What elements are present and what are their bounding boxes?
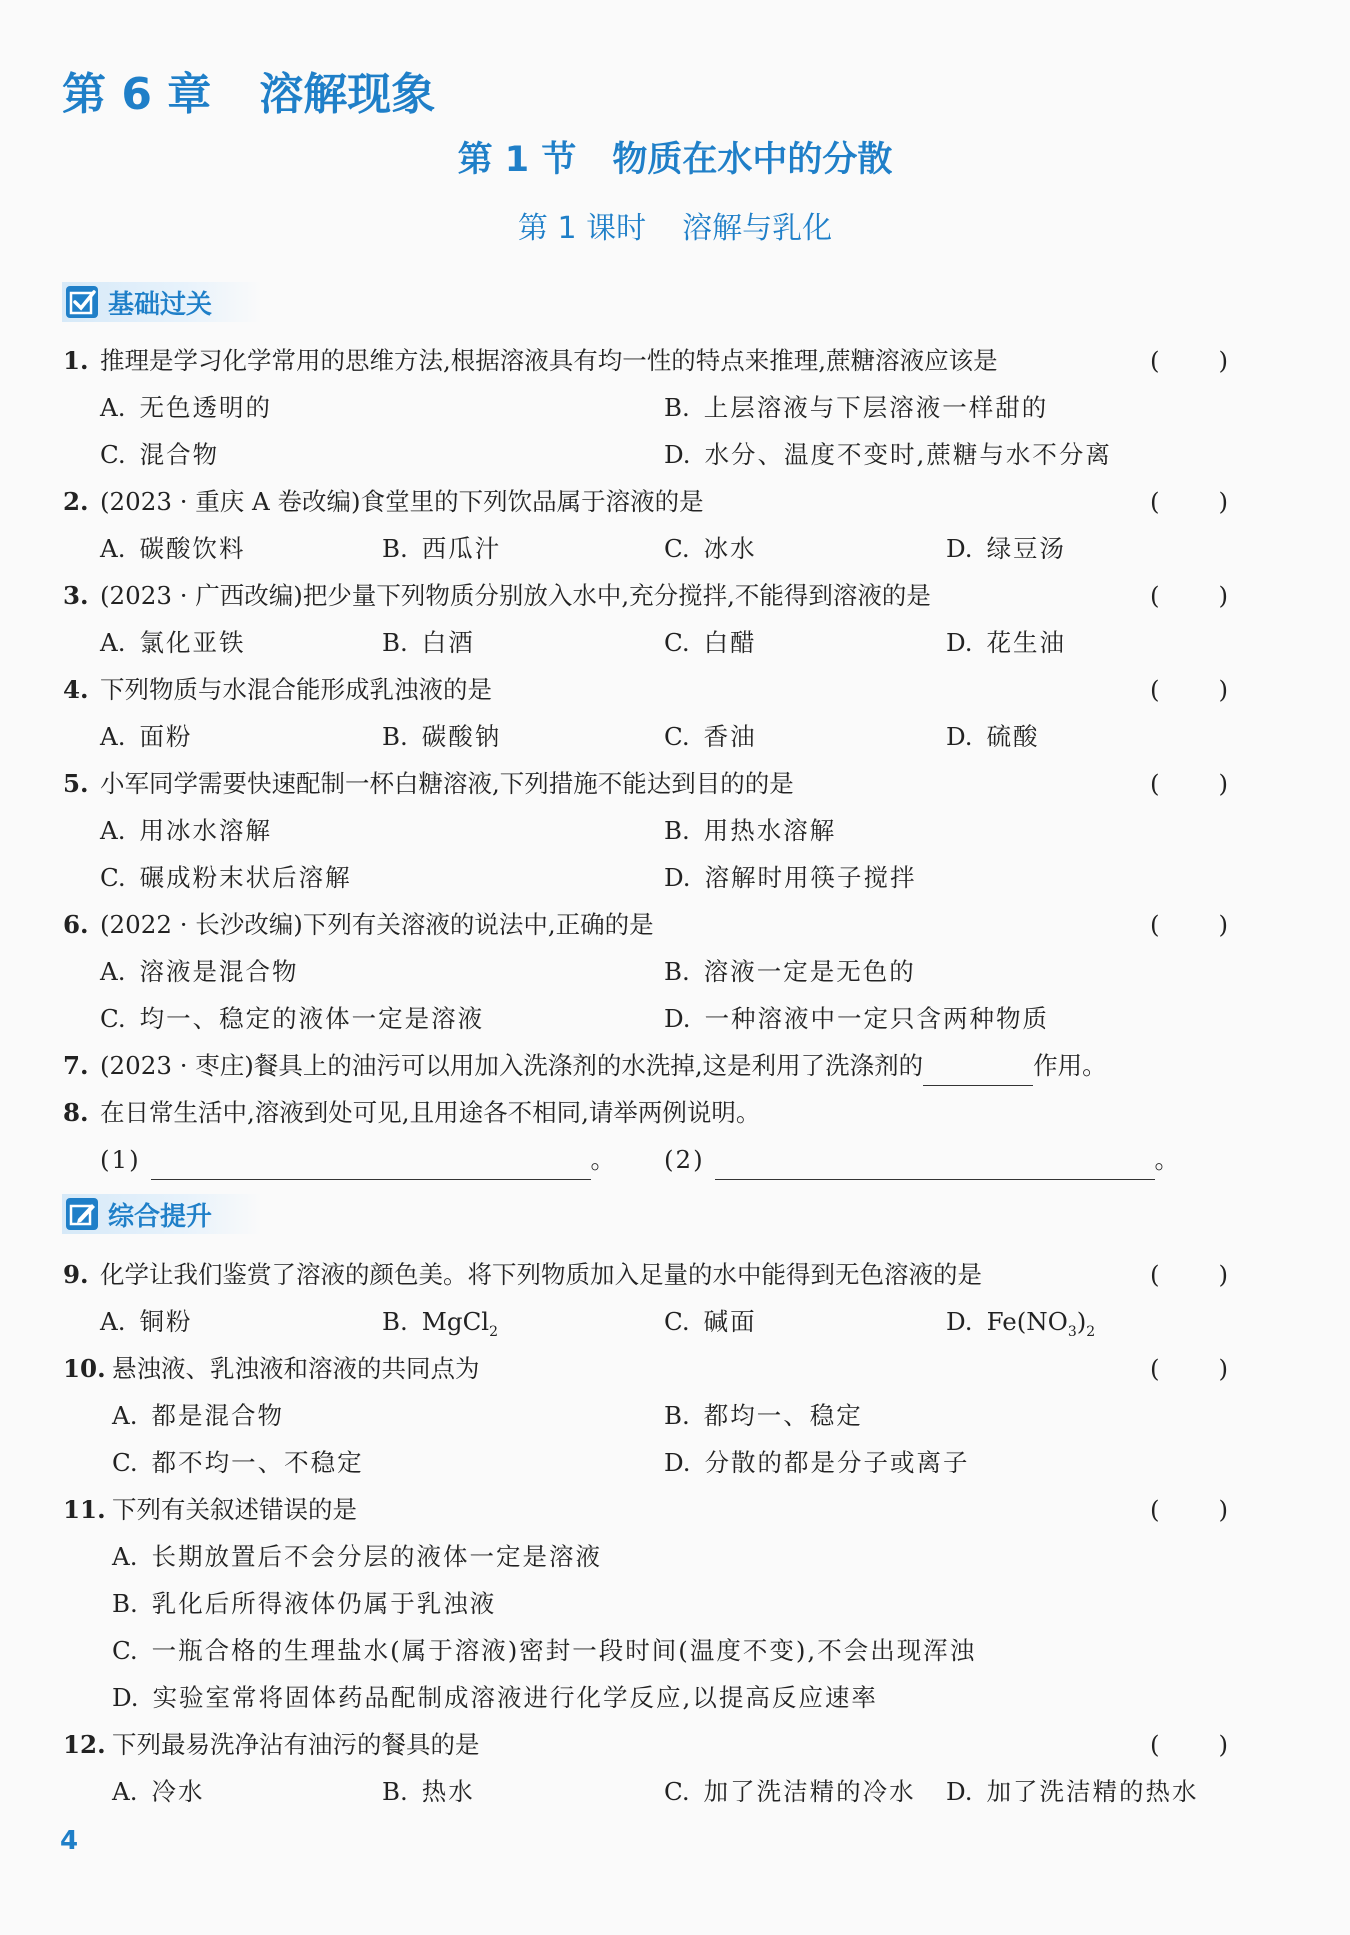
banner-advanced-label: 综合提升 bbox=[108, 1201, 213, 1232]
question-1-options-row2 bbox=[0, 435, 1350, 475]
option-b[interactable]: B. 都均一、稳定 bbox=[664, 1401, 863, 1430]
option-a[interactable]: A. 铜粉 bbox=[100, 1307, 193, 1336]
question-stem: (2023 · 重庆 A 卷改编)食堂里的下列饮品属于溶液的是 bbox=[100, 487, 704, 516]
option-b[interactable]: B. MgCl$_2$ bbox=[382, 1307, 499, 1340]
question-1: 1. 推理是学习化学常用的思维方法,根据溶液具有均一性的特点来推理,蔗糖溶液应该是 ( ) bbox=[0, 341, 1350, 381]
option-c[interactable]: C. 均一、稳定的液体一定是溶液 bbox=[100, 1004, 485, 1033]
question-9-options bbox=[0, 1302, 1350, 1342]
section-heading bbox=[0, 132, 1350, 182]
lesson-heading bbox=[0, 203, 1350, 247]
option-a[interactable]: A. 都是混合物 bbox=[112, 1401, 284, 1430]
option-b[interactable]: B. 碳酸钠 bbox=[382, 722, 502, 751]
option-c[interactable]: C. 一瓶合格的生理盐水(属于溶液)密封一段时间(温度不变),不会出现浑浊 bbox=[112, 1636, 977, 1665]
question-stem: 小军同学需要快速配制一杯白糖溶液,下列措施不能达到目的的是 bbox=[100, 769, 794, 798]
question-2: 2. (2023 · 重庆 A 卷改编)食堂里的下列饮品属于溶液的是 ( ) bbox=[0, 482, 1350, 522]
question-8 bbox=[0, 1093, 1350, 1133]
option-a[interactable]: A. 用冰水溶解 bbox=[100, 816, 272, 845]
option-c[interactable]: C. 混合物 bbox=[100, 440, 220, 469]
fill-blank[interactable] bbox=[151, 1149, 591, 1180]
chapter-heading bbox=[62, 58, 435, 122]
pencil-icon bbox=[66, 1198, 98, 1230]
question-number: 9. bbox=[63, 1260, 89, 1289]
option-a[interactable]: A. 氯化亚铁 bbox=[100, 628, 246, 657]
question-stem: 化学让我们鉴赏了溶液的颜色美。将下列物质加入足量的水中能得到无色溶液的是 bbox=[100, 1260, 982, 1289]
question-number: 2. bbox=[63, 487, 89, 516]
option-d[interactable]: D. 实验室常将固体药品配制成溶液进行化学反应,以提高反应速率 bbox=[112, 1683, 878, 1712]
lesson-number: 第 1 课时 bbox=[517, 211, 647, 246]
option-c[interactable]: C. 香油 bbox=[664, 722, 757, 751]
option-d[interactable]: D. 水分、温度不变时,蔗糖与水不分离 bbox=[664, 440, 1112, 469]
banner-basic-label: 基础过关 bbox=[108, 289, 213, 320]
question-number: 6. bbox=[63, 910, 89, 939]
option-c[interactable]: C. 加了洗洁精的冷水 bbox=[664, 1777, 916, 1806]
question-6-options-row2 bbox=[0, 999, 1350, 1039]
question-7 bbox=[0, 1046, 1350, 1086]
question-stem: 下列最易洗净沾有油污的餐具的是 bbox=[112, 1730, 480, 1759]
chapter-number: 第 6 章 bbox=[62, 69, 212, 120]
option-b[interactable]: B. 用热水溶解 bbox=[664, 816, 837, 845]
question-number: 11. bbox=[63, 1495, 106, 1524]
option-a[interactable]: A. 溶液是混合物 bbox=[100, 957, 299, 986]
option-d[interactable]: D. 溶解时用筷子搅拌 bbox=[664, 863, 917, 892]
question-3: 3. (2023 · 广西改编)把少量下列物质分别放入水中,充分搅拌,不能得到溶液的是 ( ) bbox=[0, 576, 1350, 616]
question-number: 8. bbox=[63, 1098, 89, 1127]
section-number: 第 1 节 bbox=[457, 140, 577, 180]
option-d[interactable]: D. 一种溶液中一定只含两种物质 bbox=[664, 1004, 1050, 1033]
question-10-options-row2 bbox=[0, 1443, 1350, 1483]
option-b[interactable]: B. 热水 bbox=[382, 1777, 475, 1806]
question-12-options bbox=[0, 1772, 1350, 1812]
option-a[interactable]: A. 冷水 bbox=[112, 1777, 205, 1806]
question-stem: (2023 · 广西改编)把少量下列物质分别放入水中,充分搅拌,不能得到溶液的是 bbox=[100, 581, 931, 610]
question-4-options bbox=[0, 717, 1350, 757]
question-5-options-row2 bbox=[0, 858, 1350, 898]
question-stem: 下列物质与水混合能形成乳浊液的是 bbox=[100, 675, 492, 704]
banner-advanced bbox=[62, 1194, 262, 1234]
question-10-options-row1 bbox=[0, 1396, 1350, 1436]
question-6: 6. (2022 · 长沙改编)下列有关溶液的说法中,正确的是 ( ) bbox=[0, 905, 1350, 945]
option-b[interactable]: B. 白酒 bbox=[382, 628, 475, 657]
question-9: 9. 化学让我们鉴赏了溶液的颜色美。将下列物质加入足量的水中能得到无色溶液的是 ( ) bbox=[0, 1255, 1350, 1295]
question-12: 12. 下列最易洗净沾有油污的餐具的是 ( ) bbox=[0, 1725, 1350, 1765]
option-d[interactable]: D. 绿豆汤 bbox=[946, 534, 1067, 563]
section-title: 物质在水中的分散 bbox=[612, 140, 893, 180]
option-b[interactable]: B. 上层溶液与下层溶液一样甜的 bbox=[664, 393, 1049, 422]
option-d[interactable]: D. 硫酸 bbox=[946, 722, 1040, 751]
option-d[interactable]: D. $Fe(NO_3)_2$ bbox=[946, 1307, 1096, 1340]
checkbox-icon bbox=[66, 286, 98, 318]
question-11-option-c bbox=[0, 1631, 1350, 1671]
chapter-title: 溶解现象 bbox=[259, 69, 436, 120]
option-c[interactable]: C. 都不均一、不稳定 bbox=[112, 1448, 364, 1477]
option-b[interactable]: B. 乳化后所得液体仍属于乳浊液 bbox=[112, 1589, 497, 1618]
question-number: 4. bbox=[63, 675, 89, 704]
lesson-title: 溶解与乳化 bbox=[682, 211, 833, 246]
question-stem: (2023 · 枣庄)餐具上的油污可以用加入洗涤剂的水洗掉,这是利用了洗涤剂的 作用。 bbox=[100, 1046, 1107, 1086]
question-stem: 在日常生活中,溶液到处可见,且用途各不相同,请举两例说明。 bbox=[100, 1098, 761, 1127]
question-11: 11. 下列有关叙述错误的是 ( ) bbox=[0, 1490, 1350, 1530]
option-a[interactable]: A. 碳酸饮料 bbox=[100, 534, 246, 563]
option-c[interactable]: C. 碾成粉末状后溶解 bbox=[100, 863, 352, 892]
option-b[interactable]: B. 西瓜汁 bbox=[382, 534, 502, 563]
question-2-options bbox=[0, 529, 1350, 569]
question-5: 5. 小军同学需要快速配制一杯白糖溶液,下列措施不能达到目的的是 ( ) bbox=[0, 764, 1350, 804]
blank-1: (1) 。 bbox=[100, 1140, 617, 1180]
question-6-options-row1 bbox=[0, 952, 1350, 992]
option-d[interactable]: D. 花生油 bbox=[946, 628, 1067, 657]
question-number: 10. bbox=[63, 1354, 106, 1383]
question-10: 10. 悬浊液、乳浊液和溶液的共同点为 ( ) bbox=[0, 1349, 1350, 1389]
option-a[interactable]: A. 无色透明的 bbox=[100, 393, 272, 422]
question-number: 3. bbox=[63, 581, 89, 610]
question-number: 12. bbox=[63, 1730, 106, 1759]
fill-blank[interactable] bbox=[923, 1055, 1033, 1086]
question-11-option-a bbox=[0, 1537, 1350, 1577]
option-c[interactable]: C. 冰水 bbox=[664, 534, 757, 563]
question-5-options-row1 bbox=[0, 811, 1350, 851]
option-a[interactable]: A. 长期放置后不会分层的液体一定是溶液 bbox=[112, 1542, 602, 1571]
question-1-options-row1 bbox=[0, 388, 1350, 428]
option-c[interactable]: C. 白醋 bbox=[664, 628, 757, 657]
question-8-blanks bbox=[0, 1140, 1350, 1180]
question-3-options bbox=[0, 623, 1350, 663]
question-4: 4. 下列物质与水混合能形成乳浊液的是 ( ) bbox=[0, 670, 1350, 710]
question-number: 5. bbox=[63, 769, 89, 798]
option-c[interactable]: C. 碱面 bbox=[664, 1307, 757, 1336]
page-number: 4 bbox=[60, 1826, 79, 1856]
banner-basic bbox=[62, 282, 262, 322]
blank-2: (2) 。 bbox=[664, 1140, 1181, 1180]
question-stem: 下列有关叙述错误的是 bbox=[112, 1495, 357, 1524]
question-number: 1. bbox=[63, 346, 89, 375]
question-number: 7. bbox=[63, 1051, 89, 1080]
option-a[interactable]: A. 面粉 bbox=[100, 722, 193, 751]
question-stem: (2022 · 长沙改编)下列有关溶液的说法中,正确的是 bbox=[100, 910, 654, 939]
question-stem: 推理是学习化学常用的思维方法,根据溶液具有均一性的特点来推理,蔗糖溶液应该是 bbox=[100, 346, 998, 375]
fill-blank[interactable] bbox=[715, 1149, 1155, 1180]
question-11-option-d bbox=[0, 1678, 1350, 1718]
question-stem: 悬浊液、乳浊液和溶液的共同点为 bbox=[112, 1354, 480, 1383]
option-d[interactable]: D. 加了洗洁精的热水 bbox=[946, 1777, 1199, 1806]
option-b[interactable]: B. 溶液一定是无色的 bbox=[664, 957, 916, 986]
question-11-option-b bbox=[0, 1584, 1350, 1624]
option-d[interactable]: D. 分散的都是分子或离子 bbox=[664, 1448, 970, 1477]
